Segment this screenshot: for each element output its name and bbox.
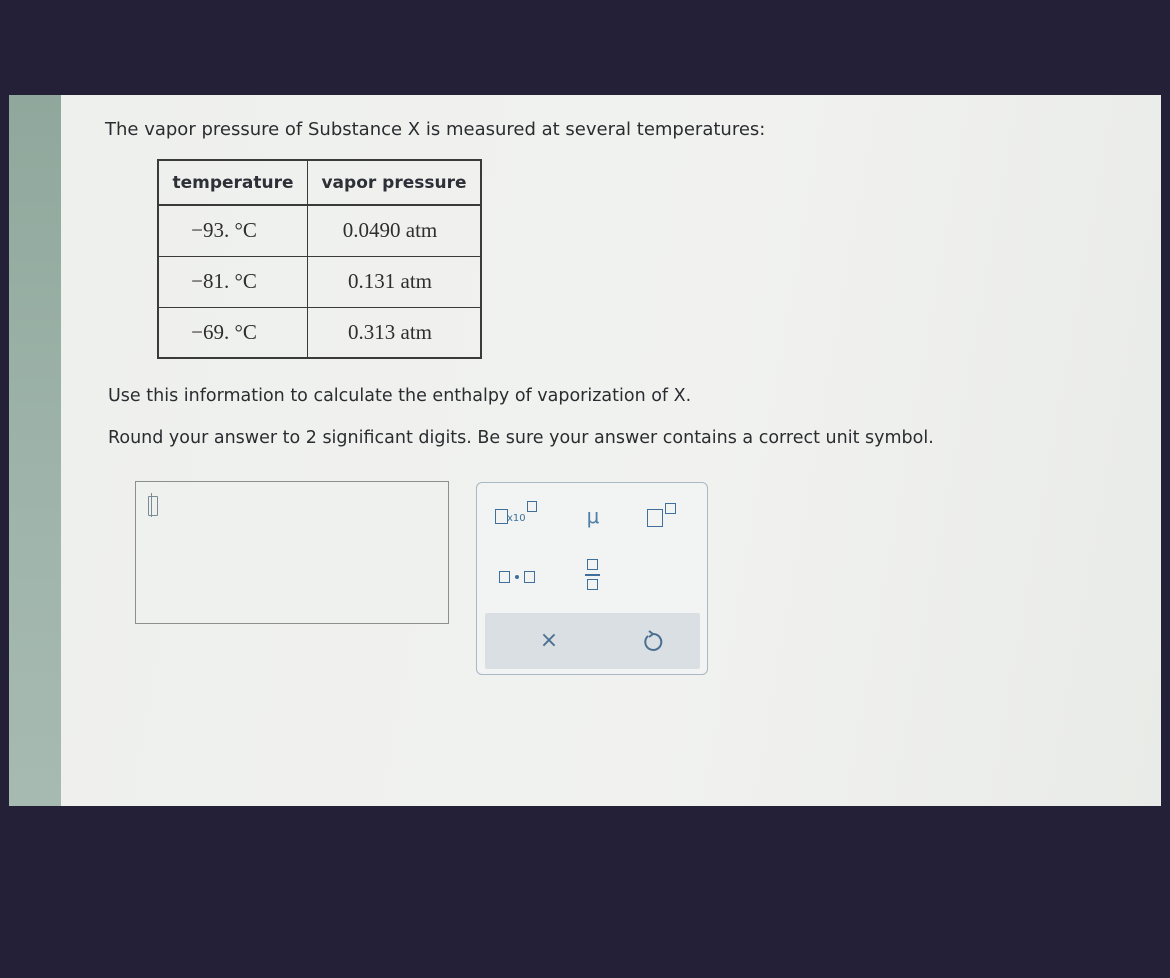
palette-action-bar — [485, 613, 700, 669]
micro-symbol: μ — [586, 504, 600, 528]
right-box-icon — [524, 571, 535, 583]
header-vapor-pressure: vapor pressure — [308, 160, 482, 205]
data-table — [157, 159, 482, 359]
close-icon: × — [539, 628, 559, 653]
screen — [9, 95, 1161, 806]
question-intro — [105, 119, 765, 140]
denominator-box-icon — [587, 579, 598, 590]
temperature-cell: −69. °C — [158, 307, 308, 358]
temperature-cell: −93. °C — [158, 205, 308, 256]
temperature-cell: −81. °C — [158, 256, 308, 307]
scientific-notation-button[interactable] — [495, 501, 545, 533]
left-box-icon — [499, 571, 510, 583]
instruction-text: Use this information to calculate the enthalpy of vaporization of X. — [108, 386, 692, 406]
vapor-pressure-cell: 0.313 atm — [308, 307, 482, 358]
vapor-pressure-cell: 0.0490 atm — [308, 205, 482, 256]
vapor-pressure-cell: 0.131 atm — [308, 256, 482, 307]
text-cursor-icon — [148, 496, 158, 516]
left-edge-strip — [9, 95, 61, 806]
answer-input[interactable] — [135, 481, 449, 624]
undo-button[interactable] — [639, 627, 667, 655]
intro-text: The vapor pressure of Substance X is measured at several temperatures: — [105, 119, 766, 140]
base-box-icon — [647, 509, 663, 527]
exponent-box-icon — [665, 503, 676, 514]
fraction-bar-icon — [585, 574, 600, 576]
numerator-box-icon — [587, 559, 598, 570]
rounding-note: Round your answer to 2 significant digits. Be sure your answer contains a correct unit symbol. — [108, 428, 934, 448]
table-row — [158, 256, 481, 307]
dot-icon — [515, 575, 519, 579]
fraction-button[interactable] — [581, 555, 605, 597]
math-palette — [476, 482, 708, 675]
table-header-row — [158, 160, 481, 205]
table-row — [158, 205, 481, 256]
multiply-dot-button[interactable] — [495, 561, 545, 593]
clear-button[interactable] — [535, 627, 563, 655]
x10-label: x10 — [507, 513, 526, 524]
undo-icon — [639, 627, 667, 655]
table-row — [158, 307, 481, 358]
header-temperature: temperature — [158, 160, 308, 205]
micro-symbol-button[interactable] — [583, 501, 603, 531]
exponent-box-icon — [527, 501, 537, 512]
superscript-button[interactable] — [647, 499, 689, 531]
